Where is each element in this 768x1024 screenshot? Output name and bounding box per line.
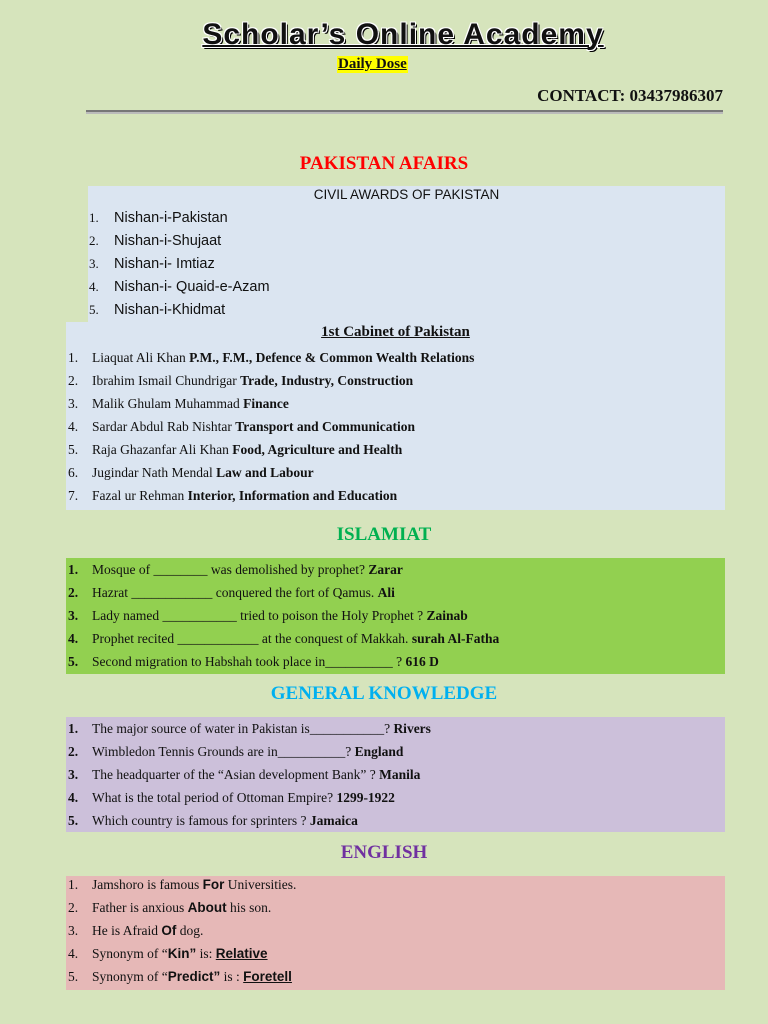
list-item: 5. Second migration to Habshah took place in__________ ? 616 D: [68, 654, 439, 669]
islamiat-list: [66, 558, 499, 673]
pakistan-affairs-heading: PAKISTAN AFAIRS: [299, 153, 469, 174]
cabinet-heading: 1st Cabinet of Pakistan: [321, 324, 470, 340]
list-item: 1. Mosque of ________ was demolished by prophet? Zarar: [68, 562, 403, 577]
list-item: 4. Synonym of “Kin” is: Relative: [68, 946, 268, 961]
list-item: 4. Sardar Abdul Rab Nishtar Transport and Communication: [68, 419, 416, 434]
header-divider: [86, 110, 723, 112]
list-item: 3. Lady named ___________ tried to poison the Holy Prophet ? Zainab: [68, 608, 468, 623]
list-item: 5. Synonym of “Predict” is : Foretell: [68, 969, 292, 984]
civil-awards-list: [88, 206, 270, 321]
list-item: 4. Prophet recited ____________ at the conquest of Makkah. surah Al-Fatha: [68, 631, 500, 646]
list-item: 2. Ibrahim Ismail Chundrigar Trade, Industry, Construction: [68, 373, 414, 388]
list-item: 5. Raja Ghazanfar Ali Khan Food, Agriculture and Health: [68, 442, 403, 457]
list-item: 7. Fazal ur Rehman Interior, Information and Education: [68, 488, 398, 503]
list-item: 5. Which country is famous for sprinters ? Jamaica: [68, 813, 358, 828]
academy-title: Scholar’s Online Academy: [202, 18, 604, 51]
list-item: 6. Jugindar Nath Mendal Law and Labour: [68, 465, 314, 480]
list-item: 4. Nishan-i- Quaid-e-Azam: [89, 279, 270, 295]
list-item: 3. Malik Ghulam Muhammad Finance: [68, 396, 289, 411]
general-knowledge-list: [66, 717, 431, 832]
list-item: 2. Wimbledon Tennis Grounds are in__________? England: [68, 744, 404, 759]
general-knowledge-box: [66, 717, 725, 832]
list-item: 1. The major source of water in Pakistan is___________? Rivers: [68, 721, 431, 736]
list-item: 2. Hazrat ____________ conquered the fort of Qamus. Ali: [68, 585, 395, 600]
list-item: 1. Liaquat Ali Khan P.M., F.M., Defence & Common Wealth Relations: [68, 350, 475, 365]
general-knowledge-heading: GENERAL KNOWLEDGE: [270, 683, 498, 704]
islamiat-heading: ISLAMIAT: [336, 524, 432, 545]
list-item: 2. Father is anxious About his son.: [68, 900, 272, 915]
list-item: 3. The headquarter of the “Asian development Bank” ? Manila: [68, 767, 421, 782]
list-item: 4. What is the total period of Ottoman Empire? 1299-1922: [68, 790, 395, 805]
english-box: [66, 876, 725, 990]
list-item: 2. Nishan-i-Shujaat: [89, 233, 222, 249]
cabinet-box: [66, 322, 725, 510]
civil-awards-heading: CIVIL AWARDS OF PAKISTAN: [313, 187, 500, 202]
list-item: 3. Nishan-i- Imtiaz: [89, 256, 215, 272]
daily-dose-label: Daily Dose: [338, 56, 407, 72]
list-item: 1. Jamshoro is famous For Universities.: [68, 877, 297, 892]
english-list: [66, 873, 296, 988]
list-item: 3. He is Afraid Of dog.: [68, 923, 204, 938]
islamiat-box: [66, 558, 725, 674]
contact-number: CONTACT: 03437986307: [537, 86, 723, 105]
english-heading: ENGLISH: [340, 842, 428, 863]
civil-awards-box: [88, 186, 725, 322]
list-item: 5. Nishan-i-Khidmat: [89, 302, 226, 318]
cabinet-list: [66, 346, 474, 507]
list-item: 1. Nishan-i-Pakistan: [89, 210, 228, 226]
